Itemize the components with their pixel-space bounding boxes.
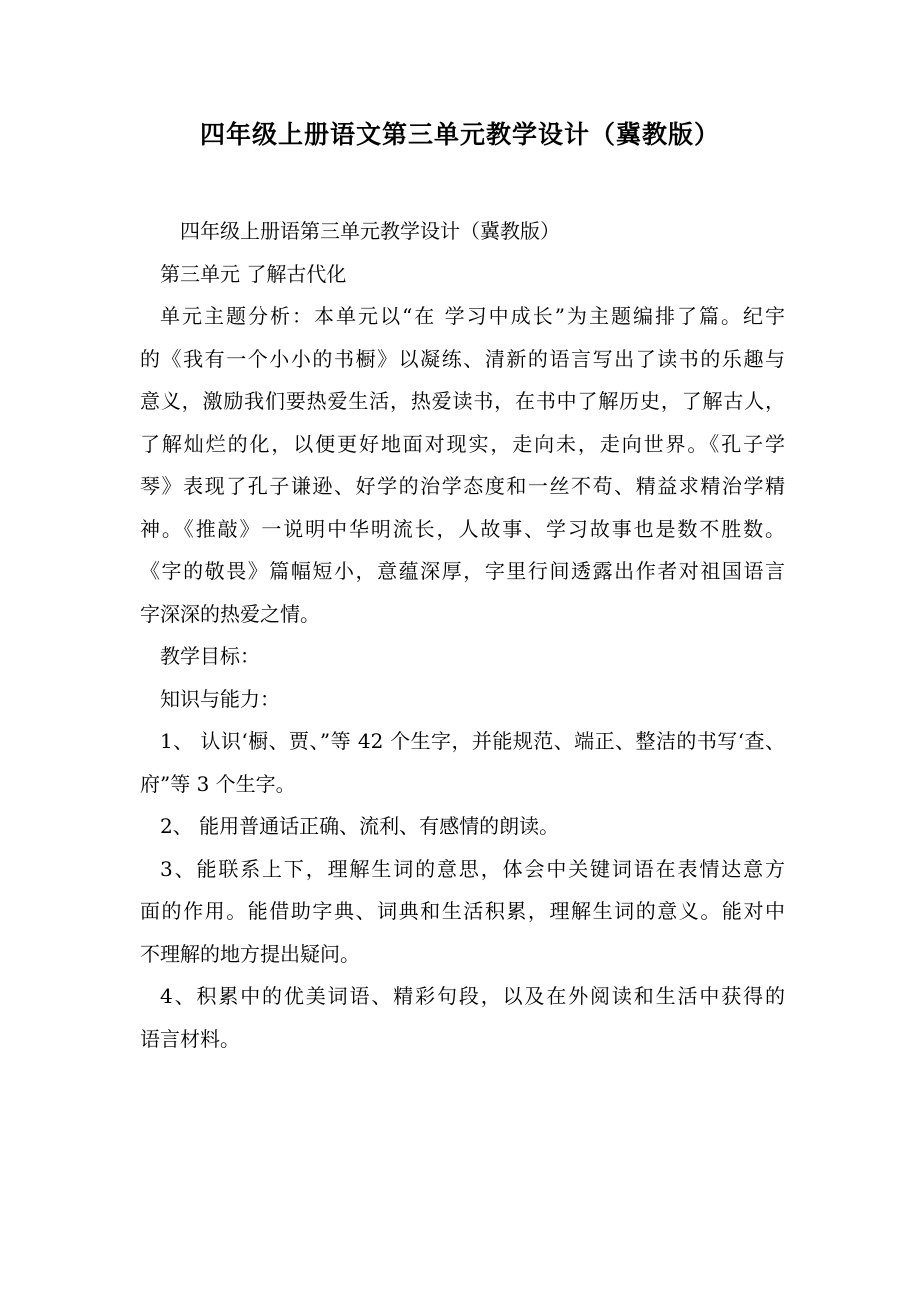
- unit-heading: 第三单元 了解古代化: [160, 261, 347, 286]
- goal-item-4: 4、积累中的优美词语、精彩句段，以及在外阅读和生活中获得的: [160, 984, 785, 1008]
- teaching-goals-heading: 教学目标：: [160, 644, 260, 668]
- goal-item-1: 1、 认识‘橱、贾、”等 42 个生字，并能规范、端正、整洁的书写‘查、: [160, 729, 785, 753]
- analysis-paragraph-line: 《字的敬畏》篇幅短小，意蕴深厚，字里行间透露出作者对祖国语言: [140, 559, 785, 583]
- analysis-paragraph-line: 的《我有一个小小的书橱》以凝练、清新的语言写出了读书的乐趣与: [140, 346, 785, 371]
- analysis-paragraph-line: 单元主题分析：本单元以“在 学习中成长”为主题编排了篇。纪宇: [160, 304, 785, 328]
- analysis-paragraph-line: 了解灿烂的化，以便更好地面对现实，走向未，走向世界。《孔子学: [140, 431, 785, 456]
- analysis-paragraph-line: 字深深的热爱之情。: [140, 601, 320, 626]
- goal-item-4-cont: 语言材料。: [140, 1026, 240, 1051]
- goal-item-3-cont: 面的作用。能借助字典、词典和生活积累，理解生词的意义。能对中: [140, 899, 785, 923]
- analysis-paragraph-line: 意义，激励我们要热爱生活，热爱读书，在书中了解历史，了解古人，: [140, 389, 785, 413]
- document-title: 四年级上册语文第三单元教学设计（冀教版）: [199, 120, 720, 149]
- goal-item-1-cont: 府”等 3 个生字。: [140, 771, 296, 796]
- analysis-paragraph-line: 神。《推敲》一说明中华明流长，人故事、学习故事也是数不胜数。: [140, 516, 785, 541]
- goal-item-3-cont: 不理解的地方提出疑问。: [140, 941, 360, 966]
- knowledge-ability-heading: 知识与能力：: [160, 686, 280, 711]
- document-body: [140, 210, 785, 1060]
- analysis-paragraph-line: 琴》表现了孔子谦逊、好学的治学态度和一丝不苟、精益求精治学精: [140, 474, 785, 498]
- goal-item-3: 3、能联系上下，理解生词的意思，体会中关键词语在表情达意方: [160, 856, 785, 881]
- goal-item-2: 2、 能用普通话正确、流利、有感情的朗读。: [160, 814, 560, 838]
- subtitle-line: 四年级上册语第三单元教学设计（冀教版）: [180, 219, 560, 243]
